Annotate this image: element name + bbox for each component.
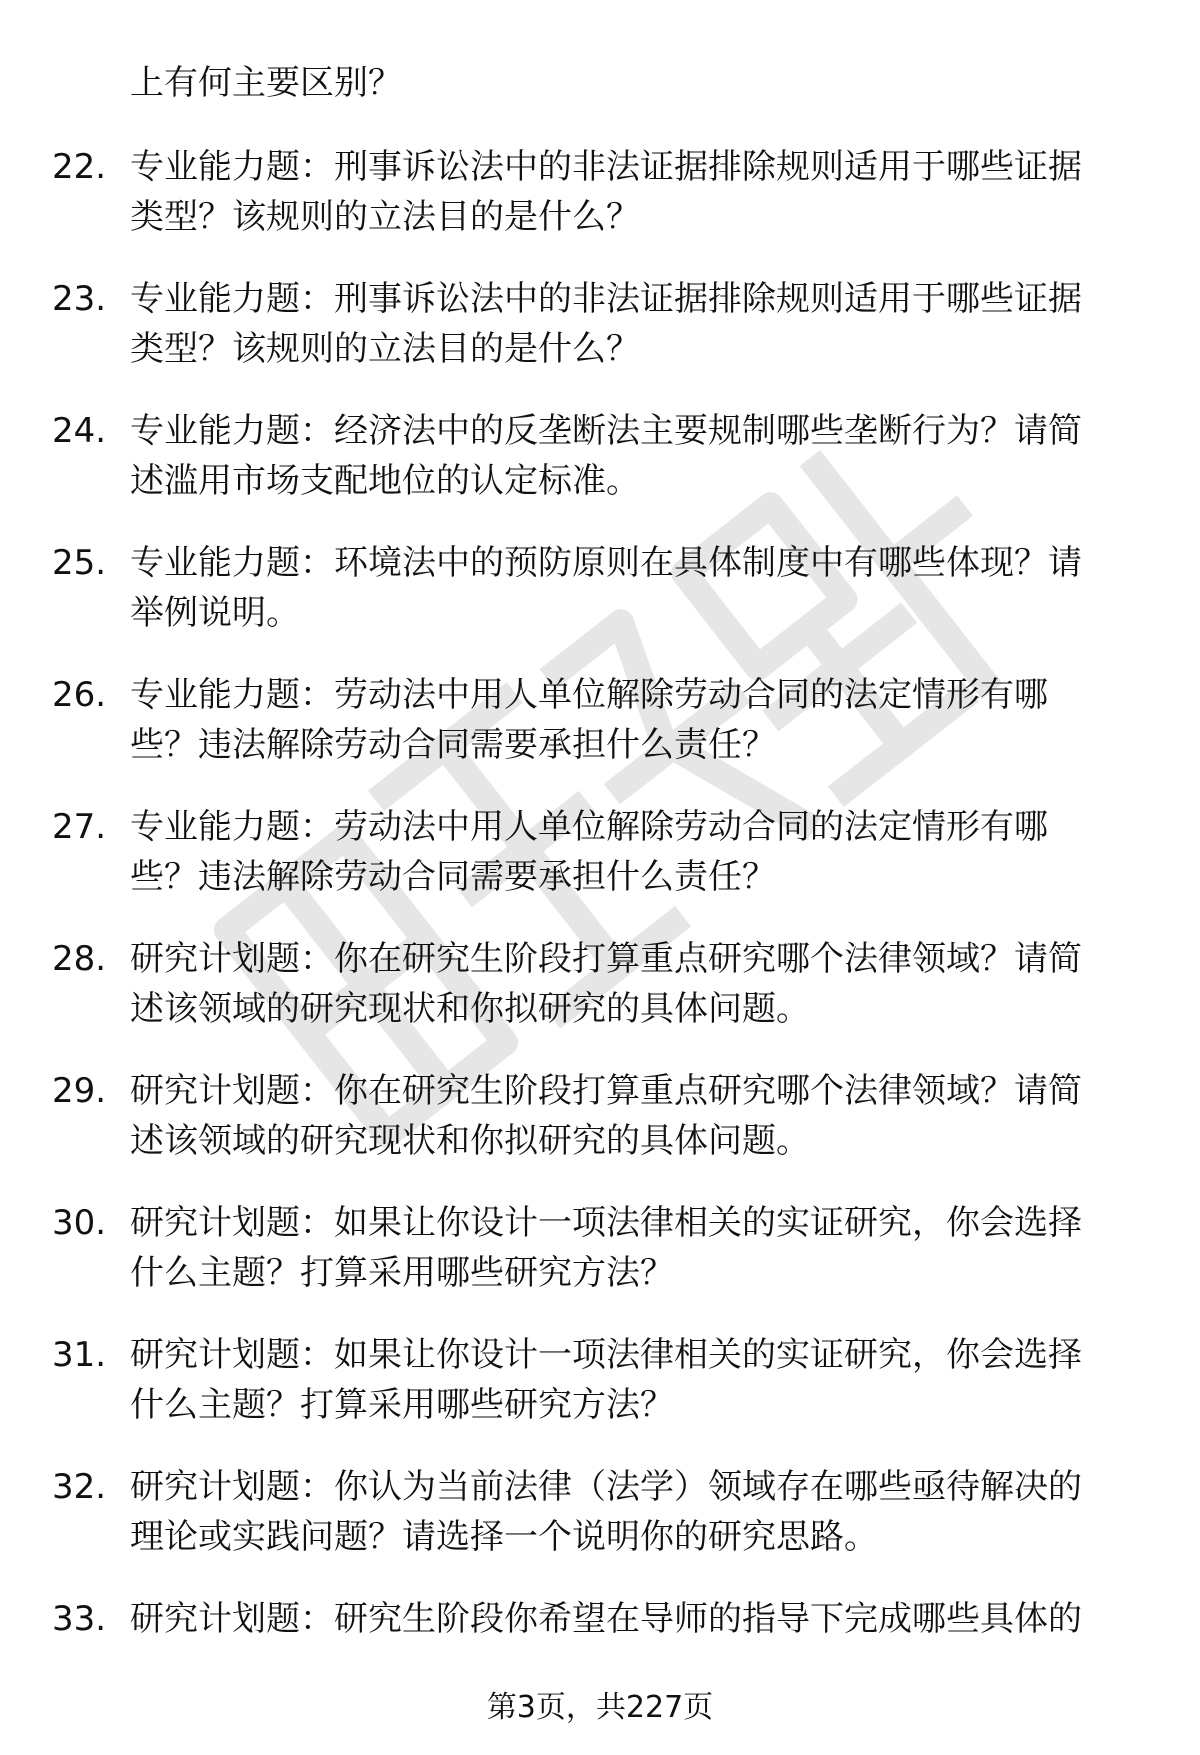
question-text-line: 类型？该规则的立法目的是什么？ bbox=[130, 329, 640, 369]
question-text-line: 专业能力题：劳动法中用人单位解除劳动合同的法定情形有哪 bbox=[130, 675, 1048, 715]
question-list bbox=[0, 142, 1200, 1726]
question-number: 22. bbox=[52, 147, 107, 187]
question-item bbox=[0, 142, 1200, 274]
question-item bbox=[0, 1330, 1200, 1462]
question-text-line: 类型？该规则的立法目的是什么？ bbox=[130, 197, 640, 237]
question-item bbox=[0, 1462, 1200, 1594]
question-item bbox=[0, 1198, 1200, 1330]
question-item bbox=[0, 934, 1200, 1066]
question-text bbox=[130, 802, 1140, 902]
question-text bbox=[130, 406, 1140, 506]
question-text bbox=[130, 1462, 1140, 1562]
question-text-line: 研究计划题：你在研究生阶段打算重点研究哪个法律领域？请简 bbox=[130, 1071, 1082, 1111]
question-text-line: 专业能力题：刑事诉讼法中的非法证据排除规则适用于哪些证据 bbox=[130, 279, 1082, 319]
question-text-line: 专业能力题：经济法中的反垄断法主要规制哪些垄断行为？请简 bbox=[130, 411, 1082, 451]
question-text-line: 专业能力题：刑事诉讼法中的非法证据排除规则适用于哪些证据 bbox=[130, 147, 1082, 187]
question-text bbox=[130, 538, 1140, 638]
question-text bbox=[130, 1066, 1140, 1166]
question-text-line: 专业能力题：劳动法中用人单位解除劳动合同的法定情形有哪 bbox=[130, 807, 1048, 847]
question-text-line: 举例说明。 bbox=[130, 593, 300, 633]
question-text bbox=[130, 1330, 1140, 1430]
question-number: 26. bbox=[52, 675, 107, 715]
question-text bbox=[130, 1594, 1140, 1644]
question-text-line: 理论或实践问题？请选择一个说明你的研究思路。 bbox=[130, 1517, 878, 1557]
question-number: 28. bbox=[52, 939, 107, 979]
question-text bbox=[130, 1198, 1140, 1298]
question-text-line: 专业能力题：环境法中的预防原则在具体制度中有哪些体现？请 bbox=[130, 543, 1082, 583]
question-number: 25. bbox=[52, 543, 107, 583]
question-number: 30. bbox=[52, 1203, 107, 1243]
question-number: 23. bbox=[52, 279, 107, 319]
question-text-line: 些？违法解除劳动合同需要承担什么责任？ bbox=[130, 857, 776, 897]
continuation-line: 上有何主要区别？ bbox=[130, 63, 402, 103]
question-text-line: 述该领域的研究现状和你拟研究的具体问题。 bbox=[130, 1121, 810, 1161]
question-text-line: 研究计划题：研究生阶段你希望在导师的指导下完成哪些具体的 bbox=[130, 1599, 1082, 1639]
question-item bbox=[0, 538, 1200, 670]
question-item bbox=[0, 406, 1200, 538]
question-text-line: 述该领域的研究现状和你拟研究的具体问题。 bbox=[130, 989, 810, 1029]
question-text bbox=[130, 274, 1140, 374]
question-item bbox=[0, 274, 1200, 406]
question-text-line: 什么主题？打算采用哪些研究方法？ bbox=[130, 1385, 674, 1425]
question-text-line: 研究计划题：如果让你设计一项法律相关的实证研究，你会选择 bbox=[130, 1335, 1082, 1375]
question-number: 29. bbox=[52, 1071, 107, 1111]
question-text bbox=[130, 670, 1140, 770]
question-text bbox=[130, 142, 1140, 242]
question-item bbox=[0, 670, 1200, 802]
question-text-line: 研究计划题：你认为当前法律（法学）领域存在哪些亟待解决的 bbox=[130, 1467, 1082, 1507]
question-text bbox=[130, 934, 1140, 1034]
question-number: 33. bbox=[52, 1599, 107, 1639]
question-number: 32. bbox=[52, 1467, 107, 1507]
question-text-line: 述滥用市场支配地位的认定标准。 bbox=[130, 461, 640, 501]
question-text-line: 研究计划题：你在研究生阶段打算重点研究哪个法律领域？请简 bbox=[130, 939, 1082, 979]
question-item bbox=[0, 802, 1200, 934]
question-text-line: 些？违法解除劳动合同需要承担什么责任？ bbox=[130, 725, 776, 765]
question-number: 31. bbox=[52, 1335, 107, 1375]
page-footer: 第3页，共227页 bbox=[486, 1690, 714, 1725]
question-number: 24. bbox=[52, 411, 107, 451]
question-text-line: 研究计划题：如果让你设计一项法律相关的实证研究，你会选择 bbox=[130, 1203, 1082, 1243]
question-number: 27. bbox=[52, 807, 107, 847]
question-item bbox=[0, 1066, 1200, 1198]
question-text-line: 什么主题？打算采用哪些研究方法？ bbox=[130, 1253, 674, 1293]
